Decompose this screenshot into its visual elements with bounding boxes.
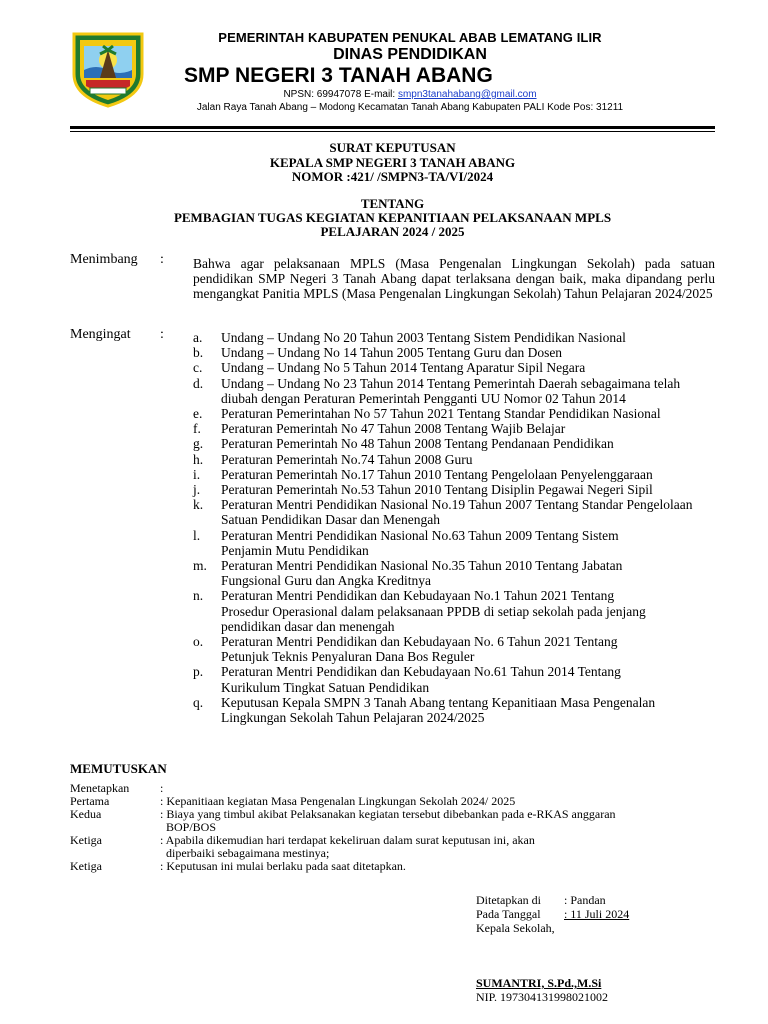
decree-number: NOMOR :421/ /SMPN3-TA/VI/2024 [291,169,494,184]
legal-basis-item [193,467,723,482]
legal-basis-text: Undang – Undang No 14 Tahun 2005 Tentang Guru dan Dosen [221,345,563,361]
decision-value: : Kepanitiaan kegiatan Masa Pengenalan Lingkungan Sekolah 2024/ 2025 [160,794,516,808]
legal-basis-text: Peraturan Mentri Pendidikan Nasional No.63 Tahun 2009 Tentang Sistem Penjamin Mutu Pendidikan [221,527,619,558]
decision-row [70,808,730,834]
email-link[interactable]: smpn3tanahabang@gmail.com [397,89,537,100]
legal-basis-item [193,558,723,588]
legal-basis-marker: l. [193,527,201,543]
signatory-nip: NIP. 197304131998021002 [476,990,609,1004]
legal-basis-item [193,436,723,451]
decision-value: : Keputusan ini mulai berlaku pada saat ditetapkan. [160,859,406,873]
legal-basis-text: Undang – Undang No 20 Tahun 2003 Tentang Sistem Pendidikan Nasional [221,330,626,345]
district-logo [70,30,146,108]
signature-date [476,907,629,921]
legal-basis-marker: e. [193,406,203,422]
signature-place [476,893,606,907]
decision-key: Menetapkan [70,781,130,795]
mengingat-colon: : [160,327,164,342]
memutuskan-heading: MEMUTUSKAN [70,761,167,776]
legal-basis-marker: g. [193,436,204,452]
legal-basis-text: Undang – Undang No 5 Tahun 2014 Tentang Aparatur Sipil Negara [221,360,586,376]
legal-basis-text: Peraturan Mentri Pendidikan dan Kebudayaan No. 6 Tahun 2021 Tentang Petunjuk Teknis Penyaluran Dana Bos Reguler [221,634,618,665]
legal-basis-text: Keputusan Kepala SMPN 3 Tanah Abang tentang Kepanitiaan Masa Pengenalan Lingkungan Sekolah Tahun Pelajaran 2024/2025 [221,694,656,726]
legal-basis-item [193,497,723,527]
legal-basis-item [193,330,723,345]
legal-basis-text: Peraturan Pemerintah No.17 Tahun 2010 Tentang Pengelolaan Penyelenggaraan [221,466,653,482]
legal-basis-text: Peraturan Mentri Pendidikan dan Kebudayaan No.1 Tahun 2021 Tentang Prosedur Operasional dalam pelaksanaan PPDB di setiap sekolah pada jenjang pendidikan dasar dan menengah [221,588,646,634]
menimbang-colon: : [160,252,164,267]
tentang-heading: TENTANG [360,196,425,211]
legal-basis-item [193,664,723,694]
legal-basis-item [193,528,723,558]
department-name: DINAS PENDIDIKAN [333,46,487,63]
letterhead-divider-thick [70,126,715,129]
decision-key: Ketiga [70,859,102,873]
legal-basis-item [193,376,723,406]
place-label: Ditetapkan di [476,893,541,907]
legal-basis-item [193,345,723,360]
legal-basis-marker: n. [193,588,204,604]
legal-basis-item [193,695,723,725]
legal-basis-marker: c. [193,360,203,376]
date-value: : 11 Juli 2024 [564,907,630,921]
legal-basis-item [193,360,723,375]
legal-basis-text: Peraturan Pemerintah No 47 Tahun 2008 Tentang Wajib Belajar [221,421,566,437]
legal-basis-marker: q. [193,694,204,710]
decree-subject: PEMBAGIAN TUGAS KEGIATAN KEPANITIAAN PELAKSANAAN MPLS [173,210,612,225]
legal-basis-marker: p. [193,664,204,680]
legal-basis-item [193,588,723,634]
letterhead [150,30,670,114]
legal-basis-marker: m. [193,558,207,574]
decision-row [70,860,730,873]
school-name: SMP NEGERI 3 TANAH ABANG [184,64,493,87]
government-name: PEMERINTAH KABUPATEN PENUKAL ABAB LEMATANG ILIR [218,30,602,45]
signature-position: Kepala Sekolah, [476,921,555,935]
legal-basis-marker: a. [193,330,203,345]
legal-basis-text: Peraturan Mentri Pendidikan dan Kebudayaan No.61 Tahun 2014 Tentang Kurikulum Tingkat Satuan Pendidikan [221,664,621,695]
legal-basis-marker: h. [193,451,204,467]
decision-value: : Apabila dikemudian hari terdapat kekeliruan dalam surat keputusan ini, akan diperbaiki sebagaimana mestinya; [160,833,535,860]
district-emblem-icon [70,30,146,108]
address-line: Jalan Raya Tanah Abang – Modong Kecamatan Tanah Abang Kabupaten PALI Kode Pos: 31211 [196,102,624,113]
legal-basis-marker: d. [193,375,204,391]
decree-issuer: KEPALA SMP NEGERI 3 TANAH ABANG [269,155,516,170]
legal-basis-text: Peraturan Pemerintahan No 57 Tahun 2021 Tentang Standar Pendidikan Nasional [221,406,661,422]
legal-basis-text: Peraturan Mentri Pendidikan Nasional No.19 Tahun 2007 Tentang Standar Pengelolaan Satuan Pendidikan Dasar dan Menengah [221,497,693,528]
decision-row [70,834,730,860]
legal-basis-item [193,482,723,497]
date-label: Pada Tanggal [476,907,541,921]
legal-basis-marker: i. [193,466,201,482]
decision-value: : [160,781,164,795]
legal-basis-item [193,452,723,467]
legal-basis-marker: j. [193,482,201,498]
legal-basis-text: Peraturan Pemerintah No.53 Tahun 2010 Tentang Disiplin Pegawai Negeri Sipil [221,482,653,498]
legal-basis-item [193,406,723,421]
decree-title: SURAT KEPUTUSAN [329,140,456,155]
legal-basis-list [193,330,723,725]
place-value: : Pandan [564,893,606,907]
letterhead-divider-thin [70,131,715,132]
mengingat-label: Mengingat [70,327,131,342]
contact-line [150,88,670,101]
menimbang-label: Menimbang [70,252,138,267]
legal-basis-text: Undang – Undang No 23 Tahun 2014 Tentang Pemerintah Daerah sebagaimana telah diubah dengan Peraturan Pemerintah Pengganti UU Nomor 02 Tahun 2014 [221,375,681,406]
legal-basis-item [193,421,723,436]
menimbang-text: Bahwa agar pelaksanaan MPLS (Masa Pengenalan Lingkungan Sekolah) pada satuan pendidikan SMP Negeri 3 Tanah Abang dapat terlaksana dengan baik, maka dipandang perlu mengangkat Panitia MPLS (Masa Pengenalan Lingkungan Sekolah) Tahun Pelajaran 2024/2025 [193,256,715,301]
legal-basis-marker: o. [193,634,204,650]
legal-basis-text: Peraturan Pemerintah No 48 Tahun 2008 Tentang Pendanaan Pendidikan [221,436,614,452]
decision-key: Kedua [70,807,102,821]
decision-value: : Biaya yang timbul akibat Pelaksanakan kegiatan tersebut dibebankan pada e-RKAS anggaran BOP/BOS [160,807,616,834]
signatory-name: SUMANTRI, S.Pd.,M.Si [476,976,602,990]
legal-basis-marker: k. [193,497,204,513]
decision-key: Ketiga [70,833,102,847]
decision-list [70,782,730,873]
decision-key: Pertama [70,794,110,808]
npsn-text: NPSN: 69947078 E-mail: [283,89,398,100]
legal-basis-marker: f. [193,421,201,437]
decree-subject-year: PELAJARAN 2024 / 2025 [320,224,465,239]
legal-basis-marker: b. [193,345,204,361]
legal-basis-item [193,634,723,664]
legal-basis-text: Peraturan Pemerintah No.74 Tahun 2008 Guru [221,451,473,467]
legal-basis-text: Peraturan Mentri Pendidikan Nasional No.35 Tahun 2010 Tentang Jabatan Fungsional Guru dan Angka Kreditnya [221,558,623,589]
